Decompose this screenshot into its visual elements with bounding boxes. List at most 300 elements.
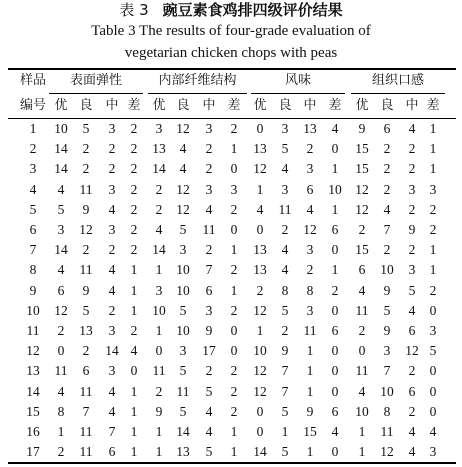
table-cell: 2 bbox=[429, 222, 437, 237]
table-cell: 1 bbox=[130, 444, 138, 460]
column-group-header: 内部纤维结构 bbox=[158, 73, 237, 88]
table-cell: 8 bbox=[306, 282, 314, 298]
table-cell: 1 bbox=[230, 424, 238, 439]
table-header-rule bbox=[8, 118, 456, 119]
table-cell: 2 bbox=[306, 141, 314, 157]
table-cell: 5 bbox=[408, 282, 416, 298]
table-cell: 14 bbox=[253, 444, 267, 460]
table-cell: 2 bbox=[205, 141, 213, 157]
table-cell: 8 bbox=[281, 282, 289, 298]
table-title-english-line1: Table 3 The results of four-grade evaluation of bbox=[91, 23, 371, 39]
table-cell: 10 bbox=[176, 282, 190, 298]
table-cell: 0 bbox=[155, 343, 163, 359]
grade-header: 良 bbox=[79, 98, 93, 113]
table-cell: 3 bbox=[205, 121, 213, 136]
table-cell: 2 bbox=[57, 323, 65, 338]
table-cell: 4 bbox=[331, 121, 339, 136]
table-cell: 5 bbox=[82, 121, 90, 136]
table-cell: 3 bbox=[205, 181, 213, 197]
table-cell: 2 bbox=[429, 201, 437, 217]
table-cell: 4 bbox=[130, 343, 138, 359]
table-cell: 0 bbox=[331, 444, 339, 460]
table-cell: 1 bbox=[429, 242, 437, 258]
sample-id: 11 bbox=[26, 323, 40, 338]
table-cell: 0 bbox=[429, 363, 437, 379]
table-cell: 7 bbox=[205, 262, 213, 278]
table-cell: 3 bbox=[408, 181, 416, 197]
table-cell: 10 bbox=[54, 121, 68, 136]
table-cell: 1 bbox=[281, 424, 289, 439]
grade-header: 良 bbox=[176, 98, 190, 113]
table-cell: 12 bbox=[253, 302, 267, 318]
table-cell: 2 bbox=[130, 222, 138, 237]
table-cell: 4 bbox=[57, 262, 65, 278]
table-cell: 12 bbox=[79, 222, 93, 237]
table-cell: 2 bbox=[155, 181, 163, 197]
table-cell: 7 bbox=[383, 222, 391, 237]
table-cell: 2 bbox=[408, 403, 416, 419]
table-cell: 13 bbox=[303, 121, 317, 136]
table-cell: 2 bbox=[130, 161, 138, 177]
table-cell: 3 bbox=[108, 121, 116, 136]
table-cell: 0 bbox=[331, 343, 339, 359]
table-cell: 13 bbox=[79, 323, 93, 338]
table-cell: 9 bbox=[408, 222, 416, 237]
table-cell: 1 bbox=[429, 141, 437, 157]
table-cell: 11 bbox=[79, 383, 93, 399]
table-title-chinese: 豌豆素食鸡排四级评价结果 bbox=[162, 1, 343, 19]
table-cell: 2 bbox=[230, 302, 238, 318]
table-cell: 0 bbox=[256, 403, 264, 419]
table-cell: 2 bbox=[108, 242, 116, 258]
table-cell: 0 bbox=[331, 363, 339, 379]
table-cell: 4 bbox=[57, 181, 65, 197]
table-cell: 0 bbox=[230, 323, 238, 338]
table-cell: 6 bbox=[331, 403, 339, 419]
table-cell: 5 bbox=[281, 141, 289, 157]
table-cell: 14 bbox=[152, 242, 166, 258]
row-header-sublabel: 编号 bbox=[19, 98, 46, 113]
table-cell: 4 bbox=[108, 262, 116, 278]
column-group-rule bbox=[49, 93, 143, 94]
table-cell: 6 bbox=[108, 444, 116, 460]
table-cell: 4 bbox=[155, 222, 163, 237]
table-cell: 4 bbox=[179, 141, 187, 157]
table-cell: 4 bbox=[179, 161, 187, 177]
table-cell: 2 bbox=[429, 282, 437, 298]
table-cell: 10 bbox=[380, 383, 394, 399]
table-cell: 4 bbox=[108, 383, 116, 399]
table-cell: 1 bbox=[429, 121, 437, 136]
table-cell: 3 bbox=[108, 323, 116, 338]
table-cell: 2 bbox=[82, 343, 90, 359]
table-cell: 1 bbox=[306, 383, 314, 399]
table-cell: 12 bbox=[176, 121, 190, 136]
sample-id: 7 bbox=[29, 242, 37, 258]
table-cell: 13 bbox=[253, 262, 267, 278]
table-cell: 15 bbox=[355, 141, 369, 157]
grade-header: 差 bbox=[227, 98, 241, 113]
table-cell: 9 bbox=[383, 282, 391, 298]
table-cell: 2 bbox=[306, 262, 314, 278]
grade-header: 差 bbox=[426, 98, 440, 113]
table-cell: 12 bbox=[253, 363, 267, 379]
row-header-label: 样品 bbox=[19, 73, 46, 88]
table-cell: 0 bbox=[331, 242, 339, 258]
table-cell: 7 bbox=[82, 403, 90, 419]
table-cell: 3 bbox=[155, 282, 163, 298]
table-cell: 12 bbox=[380, 444, 394, 460]
table-cell: 2 bbox=[205, 242, 213, 258]
table-cell: 2 bbox=[82, 161, 90, 177]
table-cell: 4 bbox=[205, 424, 213, 439]
column-group-rule bbox=[351, 93, 445, 94]
table-cell: 3 bbox=[306, 242, 314, 258]
table-cell: 2 bbox=[130, 121, 138, 136]
table-cell: 12 bbox=[355, 181, 369, 197]
sample-id: 17 bbox=[26, 444, 40, 460]
table-cell: 2 bbox=[408, 161, 416, 177]
table-cell: 5 bbox=[429, 343, 437, 359]
table-cell: 2 bbox=[57, 444, 65, 460]
table-cell: 1 bbox=[230, 242, 238, 258]
table-cell: 2 bbox=[358, 323, 366, 338]
table-cell: 15 bbox=[355, 161, 369, 177]
table-cell: 4 bbox=[256, 201, 264, 217]
table-cell: 4 bbox=[408, 121, 416, 136]
table-cell: 0 bbox=[429, 383, 437, 399]
table-cell: 3 bbox=[179, 242, 187, 258]
table-cell: 10 bbox=[355, 403, 369, 419]
table-cell: 6 bbox=[306, 181, 314, 197]
table-cell: 7 bbox=[281, 363, 289, 379]
table-cell: 13 bbox=[253, 242, 267, 258]
table-cell: 4 bbox=[408, 424, 416, 439]
table-cell: 15 bbox=[355, 242, 369, 258]
table-cell: 5 bbox=[57, 201, 65, 217]
column-group-rule bbox=[148, 93, 247, 94]
table-cell: 0 bbox=[429, 403, 437, 419]
grade-header: 良 bbox=[278, 98, 292, 113]
table-cell: 2 bbox=[108, 141, 116, 157]
table-cell: 11 bbox=[79, 444, 93, 460]
table-cell: 1 bbox=[358, 444, 366, 460]
table-cell: 2 bbox=[281, 323, 289, 338]
table-cell: 11 bbox=[176, 383, 190, 399]
grade-header: 优 bbox=[152, 98, 166, 113]
table-cell: 0 bbox=[429, 302, 437, 318]
table-cell: 11 bbox=[303, 323, 317, 338]
table-cell: 0 bbox=[130, 363, 138, 379]
table-cell: 11 bbox=[152, 363, 166, 379]
table-cell: 2 bbox=[230, 403, 238, 419]
table-cell: 14 bbox=[54, 242, 68, 258]
grade-header: 中 bbox=[405, 98, 419, 113]
sample-id: 5 bbox=[29, 201, 37, 217]
table-cell: 3 bbox=[429, 323, 437, 338]
table-caption-chinese bbox=[0, 1, 462, 19]
table-cell: 2 bbox=[230, 363, 238, 379]
table-cell: 14 bbox=[54, 141, 68, 157]
table-cell: 9 bbox=[383, 323, 391, 338]
table-cell: 1 bbox=[429, 262, 437, 278]
table-cell: 11 bbox=[79, 181, 93, 197]
table-cell: 13 bbox=[253, 141, 267, 157]
table-cell: 11 bbox=[54, 363, 68, 379]
table-cell: 2 bbox=[281, 222, 289, 237]
column-group-rule bbox=[251, 93, 345, 94]
table-number: 表 3 bbox=[119, 1, 149, 19]
table-cell: 1 bbox=[57, 424, 65, 439]
sample-id: 6 bbox=[29, 222, 37, 237]
grade-header: 优 bbox=[355, 98, 369, 113]
table-cell: 2 bbox=[130, 181, 138, 197]
table-cell: 1 bbox=[230, 282, 238, 298]
table-cell: 3 bbox=[108, 363, 116, 379]
table-cell: 12 bbox=[405, 343, 419, 359]
table-cell: 9 bbox=[155, 403, 163, 419]
table-cell: 1 bbox=[130, 282, 138, 298]
table-cell: 1 bbox=[230, 141, 238, 157]
table-cell: 3 bbox=[155, 121, 163, 136]
table-cell: 2 bbox=[383, 181, 391, 197]
table-cell: 6 bbox=[358, 262, 366, 278]
table-cell: 4 bbox=[108, 201, 116, 217]
table-cell: 4 bbox=[108, 403, 116, 419]
sample-id: 10 bbox=[26, 302, 40, 318]
grade-header: 优 bbox=[54, 98, 68, 113]
table-cell: 12 bbox=[253, 383, 267, 399]
table-cell: 0 bbox=[230, 222, 238, 237]
table-cell: 1 bbox=[155, 444, 163, 460]
table-cell: 11 bbox=[278, 201, 292, 217]
table-cell: 0 bbox=[256, 222, 264, 237]
grade-header: 差 bbox=[127, 98, 141, 113]
table-cell: 2 bbox=[408, 363, 416, 379]
table-cell: 2 bbox=[130, 242, 138, 258]
table-cell: 2 bbox=[383, 242, 391, 258]
table-cell: 9 bbox=[358, 121, 366, 136]
table-cell: 13 bbox=[152, 141, 166, 157]
table-cell: 2 bbox=[358, 222, 366, 237]
table-cell: 10 bbox=[176, 323, 190, 338]
table-cell: 6 bbox=[331, 222, 339, 237]
table-cell: 6 bbox=[57, 282, 65, 298]
table-cell: 9 bbox=[281, 343, 289, 359]
table-cell: 4 bbox=[281, 242, 289, 258]
sample-id: 3 bbox=[29, 161, 37, 177]
table-cell: 3 bbox=[429, 444, 437, 460]
table-cell: 14 bbox=[152, 161, 166, 177]
table-cell: 3 bbox=[179, 343, 187, 359]
table-cell: 1 bbox=[306, 363, 314, 379]
table-cell: 10 bbox=[328, 181, 342, 197]
table-cell: 4 bbox=[108, 282, 116, 298]
table-cell: 3 bbox=[108, 222, 116, 237]
grade-header: 优 bbox=[253, 98, 267, 113]
table-cell: 1 bbox=[230, 444, 238, 460]
table-cell: 8 bbox=[57, 403, 65, 419]
table-cell: 0 bbox=[256, 121, 264, 136]
table-cell: 1 bbox=[306, 444, 314, 460]
table-cell: 9 bbox=[82, 282, 90, 298]
table-cell: 0 bbox=[230, 343, 238, 359]
table-cell: 2 bbox=[256, 282, 264, 298]
table-cell: 11 bbox=[79, 424, 93, 439]
table-cell: 9 bbox=[205, 323, 213, 338]
table-cell: 2 bbox=[408, 141, 416, 157]
table-cell: 12 bbox=[355, 201, 369, 217]
table-cell: 10 bbox=[152, 302, 166, 318]
table-cell: 7 bbox=[108, 424, 116, 439]
table-cell: 1 bbox=[130, 424, 138, 439]
table-cell: 12 bbox=[303, 222, 317, 237]
column-group-header: 风味 bbox=[284, 73, 311, 88]
table-cell: 2 bbox=[408, 242, 416, 258]
table-cell: 5 bbox=[179, 363, 187, 379]
table-cell: 1 bbox=[256, 181, 264, 197]
table-cell: 4 bbox=[331, 424, 339, 439]
table-cell: 4 bbox=[358, 383, 366, 399]
table-cell: 6 bbox=[383, 121, 391, 136]
table-cell: 4 bbox=[205, 201, 213, 217]
table-cell: 12 bbox=[253, 161, 267, 177]
table-cell: 4 bbox=[306, 201, 314, 217]
sample-id: 14 bbox=[26, 383, 40, 399]
sample-id: 9 bbox=[29, 282, 37, 298]
table-cell: 7 bbox=[383, 363, 391, 379]
table-cell: 8 bbox=[383, 403, 391, 419]
sample-id: 8 bbox=[29, 262, 37, 278]
table-cell: 4 bbox=[57, 383, 65, 399]
table-cell: 6 bbox=[408, 323, 416, 338]
sample-id: 12 bbox=[26, 343, 40, 359]
sample-id: 1 bbox=[29, 121, 37, 136]
table-cell: 12 bbox=[54, 302, 68, 318]
grade-header: 中 bbox=[202, 98, 216, 113]
table-cell: 5 bbox=[179, 302, 187, 318]
table-cell: 4 bbox=[429, 424, 437, 439]
table-cell: 3 bbox=[383, 343, 391, 359]
table-cell: 9 bbox=[306, 403, 314, 419]
table-cell: 14 bbox=[105, 343, 119, 359]
table-cell: 17 bbox=[202, 343, 216, 359]
table-cell: 5 bbox=[179, 403, 187, 419]
table-cell: 1 bbox=[429, 161, 437, 177]
table-cell: 4 bbox=[383, 201, 391, 217]
table-cell: 5 bbox=[281, 403, 289, 419]
table-cell: 0 bbox=[57, 343, 65, 359]
sample-id: 16 bbox=[26, 424, 40, 439]
table-cell: 2 bbox=[383, 161, 391, 177]
table-cell: 5 bbox=[205, 383, 213, 399]
table-cell: 2 bbox=[331, 282, 339, 298]
table-cell: 1 bbox=[130, 302, 138, 318]
table-cell: 5 bbox=[179, 222, 187, 237]
table-cell: 0 bbox=[230, 161, 238, 177]
table-top-rule bbox=[8, 68, 456, 70]
table-cell: 3 bbox=[108, 181, 116, 197]
table-cell: 1 bbox=[358, 424, 366, 439]
table-cell: 1 bbox=[256, 323, 264, 338]
table-cell: 6 bbox=[408, 383, 416, 399]
table-cell: 11 bbox=[380, 424, 394, 439]
table-cell: 3 bbox=[429, 181, 437, 197]
table-cell: 3 bbox=[306, 161, 314, 177]
table-cell: 2 bbox=[130, 141, 138, 157]
table-cell: 2 bbox=[108, 161, 116, 177]
table-cell: 11 bbox=[355, 363, 369, 379]
table-cell: 4 bbox=[358, 282, 366, 298]
table-cell: 2 bbox=[408, 201, 416, 217]
table-cell: 2 bbox=[205, 161, 213, 177]
table-cell: 3 bbox=[205, 302, 213, 318]
sample-id: 13 bbox=[26, 363, 40, 379]
table-cell: 2 bbox=[82, 242, 90, 258]
table-cell: 4 bbox=[281, 161, 289, 177]
table-cell: 0 bbox=[358, 343, 366, 359]
table-cell: 10 bbox=[380, 262, 394, 278]
column-group-header: 组织口感 bbox=[371, 73, 424, 88]
table-cell: 12 bbox=[176, 201, 190, 217]
table-cell: 12 bbox=[176, 181, 190, 197]
table-cell: 6 bbox=[82, 363, 90, 379]
table-cell: 1 bbox=[155, 323, 163, 338]
table-cell: 1 bbox=[155, 262, 163, 278]
table-cell: 4 bbox=[408, 302, 416, 318]
table-cell: 0 bbox=[256, 424, 264, 439]
table-cell: 2 bbox=[230, 262, 238, 278]
grade-header: 中 bbox=[105, 98, 119, 113]
table-cell: 2 bbox=[155, 201, 163, 217]
table-cell: 5 bbox=[281, 302, 289, 318]
table-cell: 3 bbox=[57, 222, 65, 237]
table-cell: 10 bbox=[176, 262, 190, 278]
table-cell: 0 bbox=[331, 141, 339, 157]
table-cell: 2 bbox=[130, 201, 138, 217]
table-bottom-rule bbox=[8, 462, 456, 464]
grade-header: 中 bbox=[303, 98, 317, 113]
table-cell: 2 bbox=[205, 363, 213, 379]
table-cell: 1 bbox=[130, 262, 138, 278]
column-group-header: 表面弹性 bbox=[69, 73, 122, 88]
sample-id: 4 bbox=[29, 181, 37, 197]
table-cell: 4 bbox=[205, 403, 213, 419]
table-cell: 2 bbox=[130, 323, 138, 338]
table-cell: 1 bbox=[130, 383, 138, 399]
table-cell: 1 bbox=[331, 161, 339, 177]
table-cell: 3 bbox=[408, 262, 416, 278]
table-cell: 3 bbox=[230, 181, 238, 197]
table-cell: 11 bbox=[79, 262, 93, 278]
table-cell: 5 bbox=[383, 302, 391, 318]
table-cell: 0 bbox=[331, 383, 339, 399]
table-cell: 14 bbox=[54, 161, 68, 177]
table-cell: 2 bbox=[82, 141, 90, 157]
table-cell: 3 bbox=[281, 121, 289, 136]
table-cell: 2 bbox=[108, 302, 116, 318]
table-cell: 13 bbox=[176, 444, 190, 460]
table-cell: 2 bbox=[230, 383, 238, 399]
table-cell: 5 bbox=[205, 444, 213, 460]
table-cell: 5 bbox=[82, 302, 90, 318]
table-cell: 2 bbox=[155, 383, 163, 399]
table-cell: 3 bbox=[306, 302, 314, 318]
table-cell: 6 bbox=[205, 282, 213, 298]
table-cell: 1 bbox=[331, 262, 339, 278]
table-cell: 6 bbox=[331, 323, 339, 338]
table-cell: 2 bbox=[230, 201, 238, 217]
